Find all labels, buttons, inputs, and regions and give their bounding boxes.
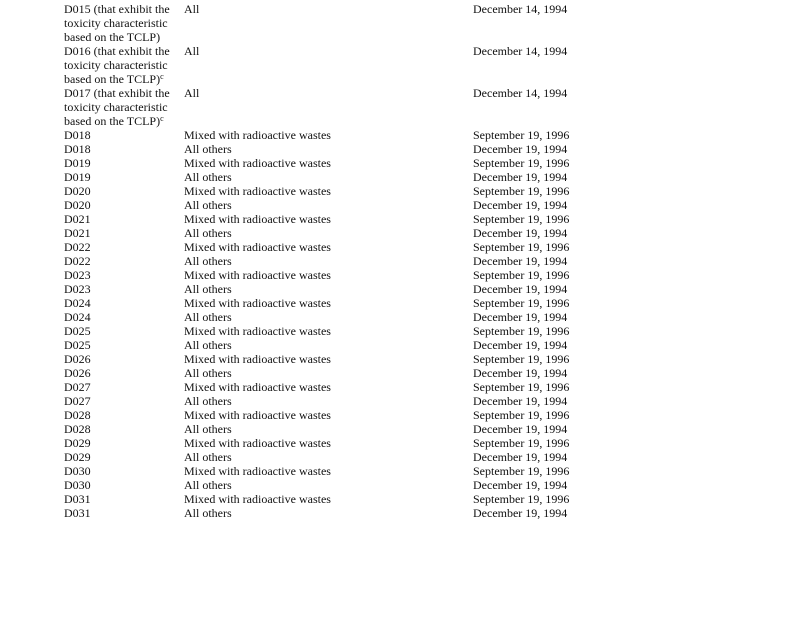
effective-date-cell: September 19, 1996 (473, 408, 570, 422)
subcategory-cell: All (184, 2, 200, 16)
subcategory-cell: All others (184, 478, 232, 492)
waste-code-text: based on the TCLP) (64, 30, 161, 44)
subcategory-cell: All others (184, 254, 232, 268)
subcategory-cell: All others (184, 310, 232, 324)
waste-code-cell (64, 422, 182, 436)
waste-code-cell (64, 128, 182, 142)
waste-code-cell (64, 478, 182, 492)
waste-code-text: D019 (64, 170, 91, 184)
subcategory-cell: Mixed with radioactive wastes (184, 352, 331, 366)
subcategory-cell: All others (184, 142, 232, 156)
subcategory-cell: All (184, 44, 200, 58)
subcategory-cell: Mixed with radioactive wastes (184, 184, 331, 198)
effective-date-cell: December 19, 1994 (473, 338, 568, 352)
subcategory-cell: Mixed with radioactive wastes (184, 156, 331, 170)
effective-date-cell: December 19, 1994 (473, 226, 568, 240)
subcategory-cell: All others (184, 506, 232, 520)
effective-date-cell: December 19, 1994 (473, 422, 568, 436)
waste-code-cell (64, 380, 182, 394)
waste-code-cell (64, 44, 182, 86)
effective-date-cell: December 19, 1994 (473, 170, 568, 184)
effective-date-cell: September 19, 1996 (473, 352, 570, 366)
waste-code-text: D027 (64, 380, 91, 394)
subcategory-cell: All others (184, 422, 232, 436)
effective-date-cell: September 19, 1996 (473, 212, 570, 226)
subcategory-cell: All others (184, 366, 232, 380)
effective-date-cell: September 19, 1996 (473, 240, 570, 254)
waste-code-text: toxicity characteristic (64, 100, 168, 114)
subcategory-cell: All others (184, 394, 232, 408)
effective-date-cell: December 19, 1994 (473, 254, 568, 268)
effective-date-cell: December 14, 1994 (473, 44, 568, 58)
waste-code-text-part: based on the TCLP) (64, 72, 161, 86)
waste-code-text (64, 114, 182, 128)
waste-code-text: D024 (64, 310, 91, 324)
waste-code-cell (64, 240, 182, 254)
waste-code-cell (64, 212, 182, 226)
waste-code-cell (64, 352, 182, 366)
waste-code-text: D030 (64, 478, 91, 492)
waste-code-cell (64, 156, 182, 170)
subcategory-cell: Mixed with radioactive wastes (184, 408, 331, 422)
subcategory-cell: Mixed with radioactive wastes (184, 296, 331, 310)
effective-date-cell: December 19, 1994 (473, 506, 568, 520)
waste-code-cell (64, 198, 182, 212)
waste-code-text: D028 (64, 422, 91, 436)
waste-code-text: D025 (64, 338, 91, 352)
subcategory-cell: All others (184, 450, 232, 464)
waste-code-text: D020 (64, 198, 91, 212)
waste-code-cell (64, 226, 182, 240)
waste-code-cell (64, 450, 182, 464)
effective-date-cell: September 19, 1996 (473, 296, 570, 310)
subcategory-cell: Mixed with radioactive wastes (184, 464, 331, 478)
footnote-marker: c (160, 72, 164, 81)
waste-code-cell (64, 282, 182, 296)
waste-code-cell (64, 170, 182, 184)
subcategory-cell: All (184, 86, 200, 100)
waste-code-text: D028 (64, 408, 91, 422)
waste-code-text: D019 (64, 156, 91, 170)
effective-date-cell: December 14, 1994 (473, 2, 568, 16)
effective-date-cell: December 19, 1994 (473, 282, 568, 296)
waste-code-cell (64, 436, 182, 450)
waste-code-text: D026 (64, 366, 91, 380)
effective-date-cell: September 19, 1996 (473, 492, 570, 506)
effective-date-cell: September 19, 1996 (473, 324, 570, 338)
waste-code-cell (64, 366, 182, 380)
waste-code-text: D015 (that exhibit the (64, 2, 170, 16)
effective-date-cell: September 19, 1996 (473, 464, 570, 478)
waste-code-text: D018 (64, 128, 91, 142)
waste-code-cell (64, 408, 182, 422)
waste-code-text: D021 (64, 212, 91, 226)
subcategory-cell: Mixed with radioactive wastes (184, 380, 331, 394)
effective-date-cell: December 19, 1994 (473, 198, 568, 212)
waste-code-cell (64, 310, 182, 324)
waste-code-text: D023 (64, 268, 91, 282)
effective-date-cell: September 19, 1996 (473, 156, 570, 170)
subcategory-cell: All others (184, 198, 232, 212)
waste-code-text: D023 (64, 282, 91, 296)
effective-date-cell: December 19, 1994 (473, 450, 568, 464)
waste-code-cell (64, 506, 182, 520)
waste-code-text: D029 (64, 450, 91, 464)
waste-code-cell (64, 394, 182, 408)
waste-code-cell (64, 184, 182, 198)
effective-date-cell: December 14, 1994 (473, 86, 568, 100)
waste-code-text: D022 (64, 254, 91, 268)
waste-code-text: D027 (64, 394, 91, 408)
footnote-marker: c (160, 114, 164, 123)
waste-code-text: D029 (64, 436, 91, 450)
effective-date-cell: December 19, 1994 (473, 478, 568, 492)
waste-code-cell (64, 324, 182, 338)
waste-code-text: D030 (64, 464, 91, 478)
waste-code-text: D026 (64, 352, 91, 366)
waste-code-cell (64, 268, 182, 282)
subcategory-cell: Mixed with radioactive wastes (184, 492, 331, 506)
subcategory-cell: Mixed with radioactive wastes (184, 324, 331, 338)
waste-code-text: D017 (that exhibit the (64, 86, 170, 100)
waste-code-cell (64, 338, 182, 352)
effective-date-cell: December 19, 1994 (473, 142, 568, 156)
waste-code-text: toxicity characteristic (64, 16, 168, 30)
effective-date-cell: December 19, 1994 (473, 310, 568, 324)
waste-code-text: D031 (64, 506, 91, 520)
effective-date-cell: September 19, 1996 (473, 436, 570, 450)
effective-date-cell: September 19, 1996 (473, 128, 570, 142)
subcategory-cell: Mixed with radioactive wastes (184, 268, 331, 282)
waste-code-text: D024 (64, 296, 91, 310)
waste-code-cell (64, 86, 182, 128)
subcategory-cell: All others (184, 226, 232, 240)
subcategory-cell: All others (184, 170, 232, 184)
waste-code-text (64, 72, 182, 86)
effective-date-cell: September 19, 1996 (473, 268, 570, 282)
waste-code-text: D022 (64, 240, 91, 254)
effective-date-cell: December 19, 1994 (473, 366, 568, 380)
effective-date-cell: September 19, 1996 (473, 380, 570, 394)
subcategory-cell: Mixed with radioactive wastes (184, 436, 331, 450)
waste-code-cell (64, 2, 182, 44)
waste-code-cell (64, 254, 182, 268)
waste-code-cell (64, 296, 182, 310)
subcategory-cell: Mixed with radioactive wastes (184, 128, 331, 142)
waste-code-text: D031 (64, 492, 91, 506)
subcategory-cell: All others (184, 338, 232, 352)
subcategory-cell: Mixed with radioactive wastes (184, 212, 331, 226)
waste-code-cell (64, 492, 182, 506)
subcategory-cell: Mixed with radioactive wastes (184, 240, 331, 254)
effective-date-cell: September 19, 1996 (473, 184, 570, 198)
effective-date-cell: December 19, 1994 (473, 394, 568, 408)
waste-code-cell (64, 142, 182, 156)
subcategory-cell: All others (184, 282, 232, 296)
waste-code-text: D018 (64, 142, 91, 156)
waste-code-text: D021 (64, 226, 91, 240)
waste-code-text: D025 (64, 324, 91, 338)
waste-code-text: D020 (64, 184, 91, 198)
waste-code-text-part: based on the TCLP) (64, 114, 161, 128)
waste-code-text: D016 (that exhibit the (64, 44, 170, 58)
waste-code-text: toxicity characteristic (64, 58, 168, 72)
waste-code-cell (64, 464, 182, 478)
